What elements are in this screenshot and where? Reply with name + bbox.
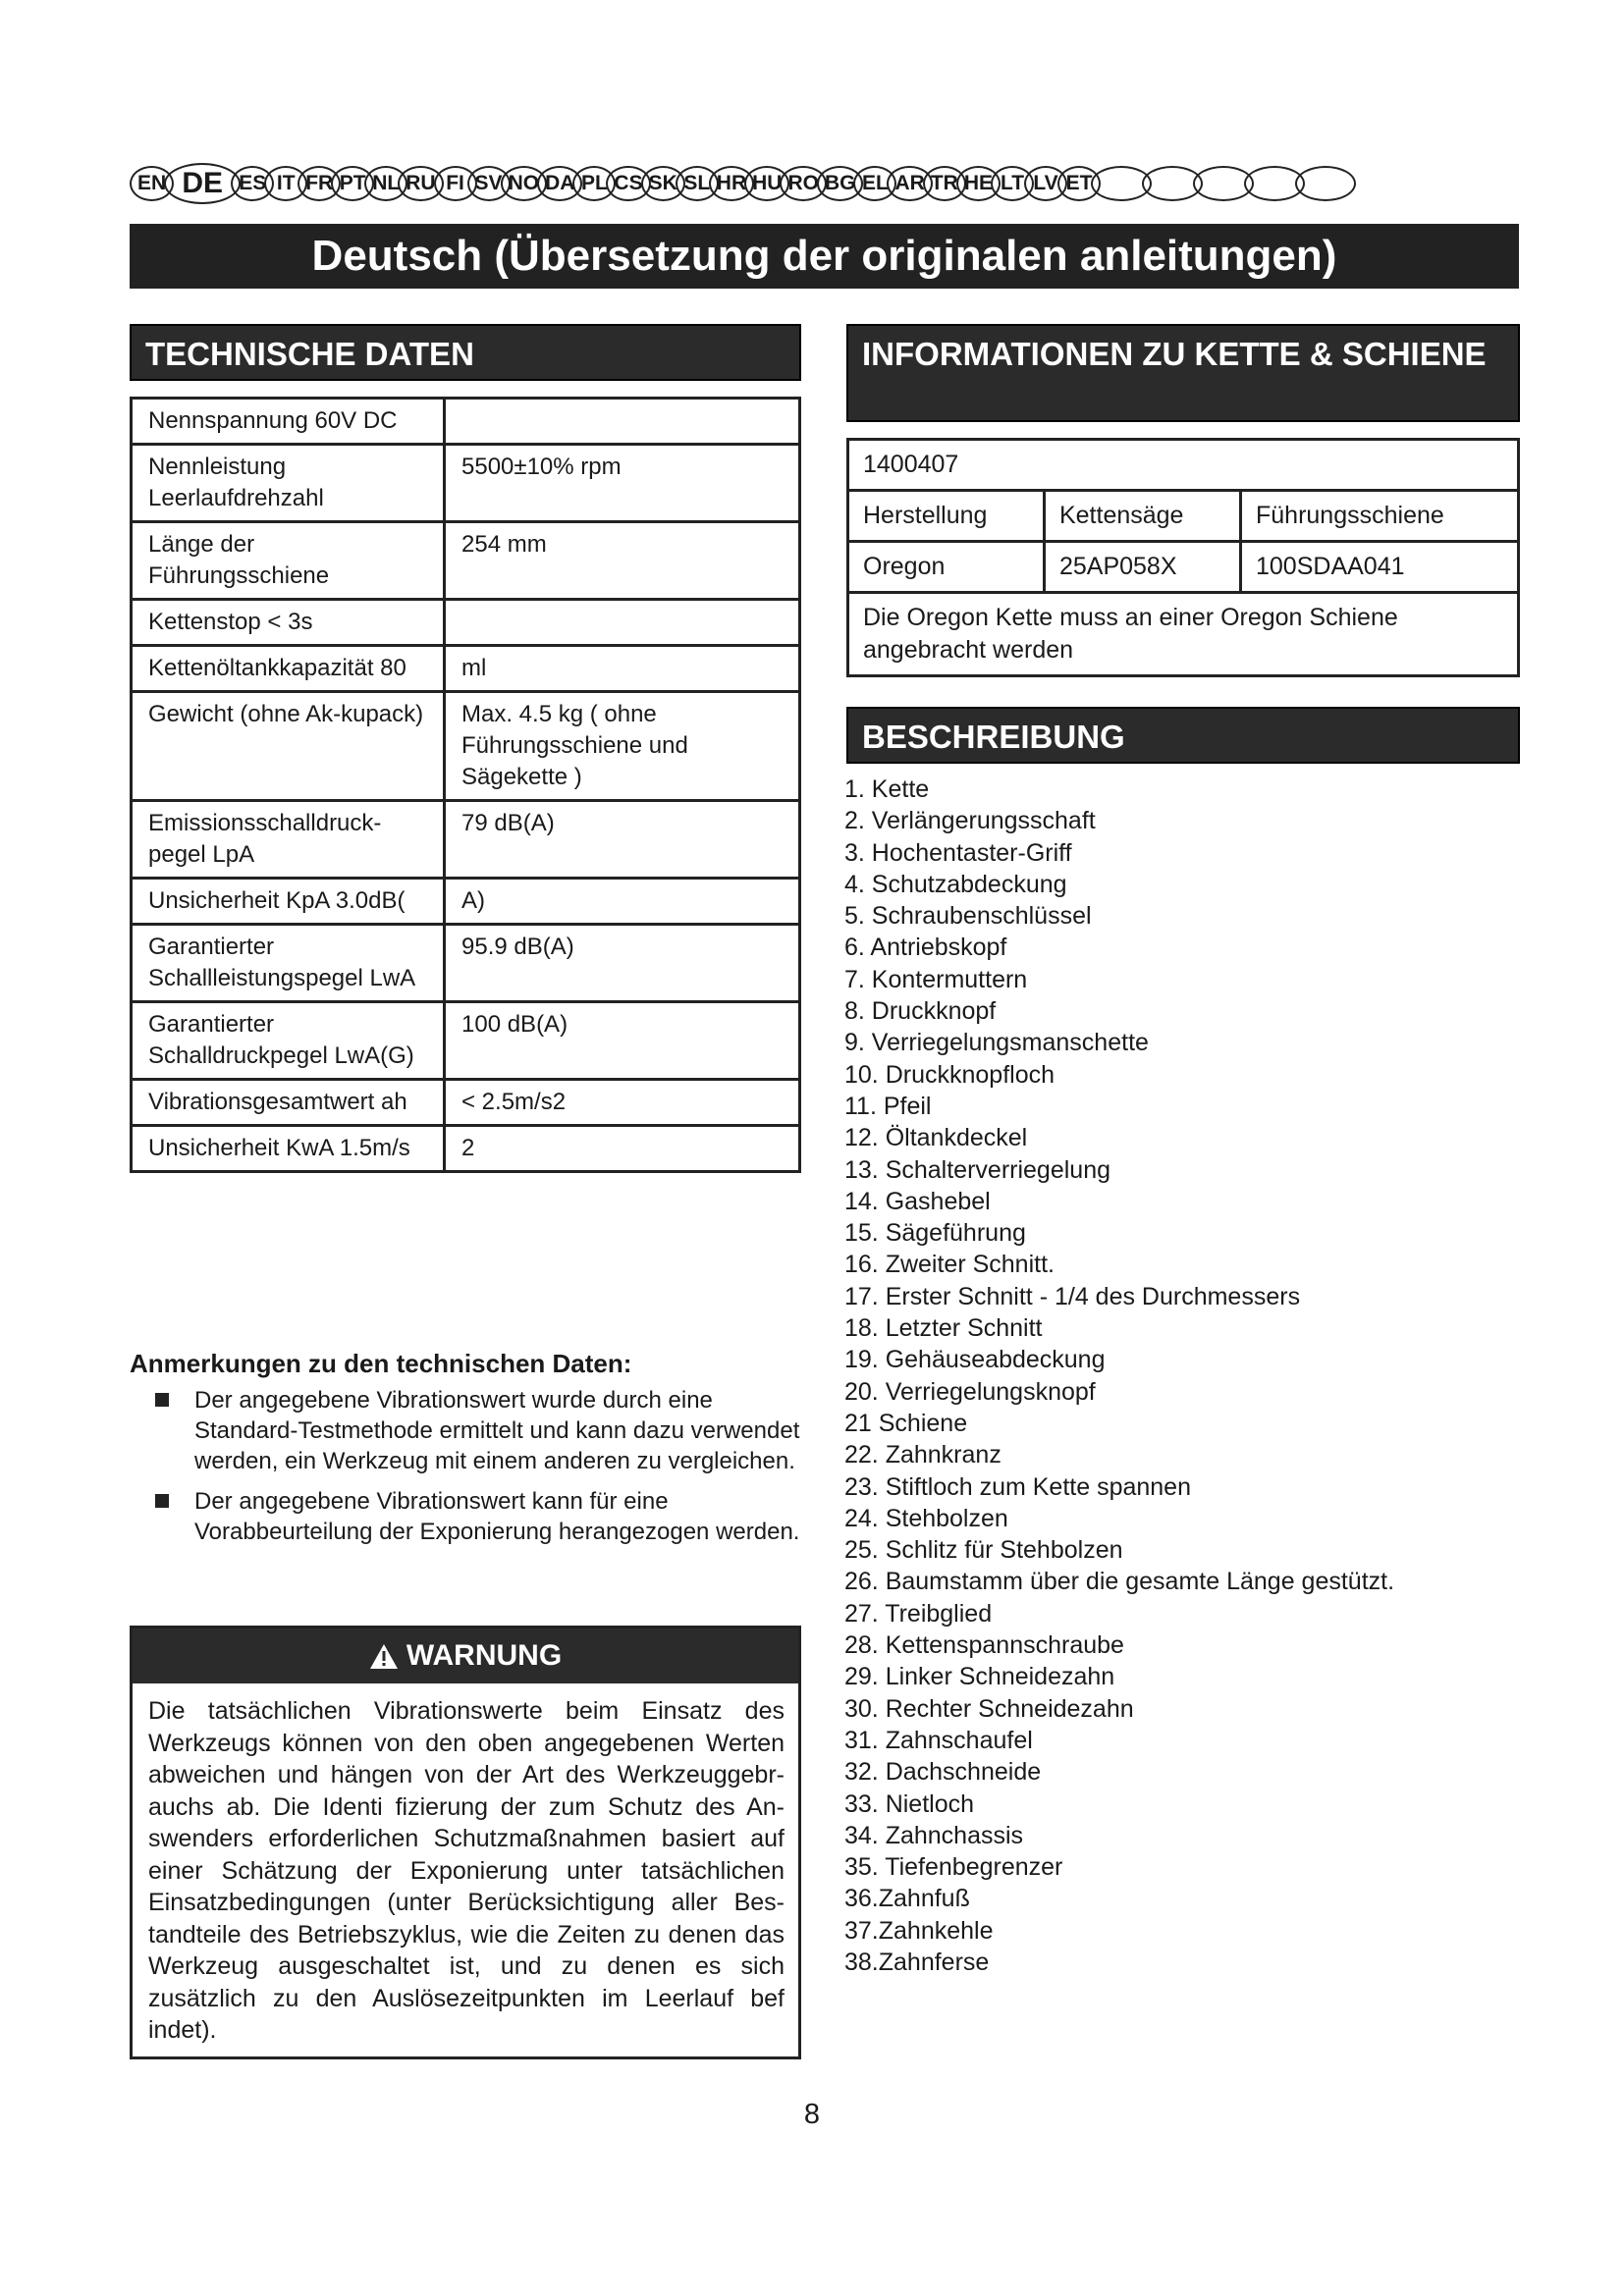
table-row: [848, 440, 1519, 491]
language-tab-sk: SK: [641, 166, 685, 201]
language-tab-hu: HU: [744, 166, 789, 201]
list-item: 19. Gehäuseabdeckung: [844, 1346, 1106, 1374]
table-row: [132, 1126, 800, 1172]
list-item: 17. Erster Schnitt - 1/4 des Durchmessers: [844, 1282, 1301, 1310]
column-header: Führungsschiene: [1241, 491, 1519, 542]
table-row: [848, 593, 1519, 676]
list-item: 33. Nietloch: [844, 1789, 975, 1818]
spec-label: Länge der Führungsschiene: [132, 522, 445, 600]
table-row: [132, 879, 800, 925]
spec-label: Nennleistung Leerlaufdrehzahl: [132, 445, 445, 522]
table-row: [132, 399, 800, 445]
list-item: 13. Schalterverriegelung: [844, 1155, 1110, 1184]
language-tab-fr: FR: [298, 166, 341, 201]
notes-heading: Anmerkungen zu den technischen Daten:: [130, 1349, 632, 1378]
description-list: [844, 774, 1522, 1978]
spec-value: < 2.5m/s2: [445, 1080, 800, 1126]
list-item: 12. Öltankdeckel: [844, 1124, 1028, 1152]
table-cell: 100SDAA041: [1241, 542, 1519, 593]
language-tab-bg: BG: [817, 166, 864, 201]
list-item: 28. Kettenspannschraube: [844, 1631, 1124, 1660]
spec-label: Gewicht (ohne Ak-kupack): [132, 692, 445, 801]
spec-value: 2: [445, 1126, 800, 1172]
warning-triangle-icon: [369, 1643, 399, 1670]
language-tab-pt: PT: [331, 166, 374, 201]
spec-label: Garantierter Schallleistungspegel LwA: [132, 925, 445, 1002]
table-row: [132, 1002, 800, 1080]
list-item: 29. Linker Schneidezahn: [844, 1663, 1115, 1691]
language-tab-de: DE: [164, 163, 241, 204]
spec-label: Nennspannung 60V DC: [132, 399, 445, 445]
warning-heading: WARNUNG: [133, 1629, 798, 1683]
list-item: 20. Verriegelungsknopf: [844, 1377, 1096, 1406]
warning-text: Die tatsächlichen Vibrationswerte beim Einsatz des Werkzeugs können von den oben angegebenen Werten abweichen und hängen von der Art des Werkzeuggebr-auchs ab. Die Identi fizierung der zum Schutz des An-swenders erforderlichen Schutzmaßnahmen basiert auf einer Schätzung der Exponierung unter tatsächlichen Einsatzbedingungen (unter Berücksichtigung aller Bes-tandteile des Betriebszyklus, wie die Zeiten zu denen das Werkzeug ausgeschaltet ist, und zu denen es sich zusätzlich zu den Auslösezeitpunkten im Leerlauf bef indet).: [148, 1697, 785, 2044]
language-tab-he: HE: [956, 166, 1001, 201]
language-tab-lt: LT: [991, 166, 1034, 201]
column-header: Herstellung: [848, 491, 1045, 542]
spec-value: 100 dB(A): [445, 1002, 800, 1080]
part-code: 1400407: [848, 440, 1519, 491]
spec-value: 79 dB(A): [445, 801, 800, 879]
table-row: [848, 491, 1519, 542]
spec-label: Garantierter Schalldruckpegel LwA(G): [132, 1002, 445, 1080]
tech-data-table: [130, 397, 801, 1173]
note-item: Der angegebene Vibrationswert wurde durch eine Standard-Testmethode ermittelt und kann dazu verwendet werden, ein Werkzeug mit einem anderen zu vergleichen.: [130, 1385, 801, 1476]
list-item: 1. Kette: [844, 775, 930, 803]
list-item: 37.Zahnkehle: [844, 1916, 994, 1945]
chain-info-heading: INFORMATIONEN ZU KETTE & SCHIENE: [846, 324, 1520, 422]
list-item: 38.Zahnferse: [844, 1948, 990, 1976]
list-item: 16. Zweiter Schnitt.: [844, 1251, 1055, 1279]
language-tab-fi: FI: [434, 166, 477, 201]
list-item: 4. Schutzabdeckung: [844, 870, 1067, 898]
list-item: 34. Zahnchassis: [844, 1821, 1024, 1849]
spec-label: Vibrationsgesamtwert ah: [132, 1080, 445, 1126]
language-tab-et: ET: [1057, 166, 1101, 201]
tech-data-heading: TECHNISCHE DATEN: [130, 324, 801, 381]
list-item: 32. Dachschneide: [844, 1758, 1042, 1787]
language-tab-empty: [1295, 166, 1356, 201]
description-heading: BESCHREIBUNG: [846, 707, 1520, 764]
page-title: Deutsch (Übersetzung der originalen anleitungen): [130, 224, 1519, 289]
table-row: [132, 600, 800, 646]
table-row: [132, 925, 800, 1002]
table-row: [848, 542, 1519, 593]
language-tab-ar: AR: [887, 166, 932, 201]
list-item: 25. Schlitz für Stehbolzen: [844, 1536, 1123, 1565]
table-cell: Oregon: [848, 542, 1045, 593]
language-tab-lv: LV: [1024, 166, 1067, 201]
list-item: 26. Baumstamm über die gesamte Länge gestützt.: [844, 1568, 1395, 1596]
language-tab-nl: NL: [364, 166, 407, 201]
table-row: [132, 646, 800, 692]
tech-notes: [130, 1349, 801, 1557]
page-number: 8: [803, 2099, 821, 2130]
list-item: 35. Tiefenbegrenzer: [844, 1853, 1063, 1882]
language-tab-it: IT: [264, 166, 307, 201]
list-item: 8. Druckknopf: [844, 997, 997, 1026]
list-item: 2. Verlängerungsschaft: [844, 807, 1096, 835]
language-tab-es: ES: [231, 166, 274, 201]
list-item: 21 Schiene: [844, 1409, 968, 1437]
list-item: 11. Pfeil: [844, 1092, 932, 1120]
chain-info-table: [846, 438, 1520, 677]
language-tab-pl: PL: [572, 166, 616, 201]
language-tab-ro: RO: [780, 166, 827, 201]
spec-value: [445, 399, 800, 445]
language-tab-da: DA: [537, 166, 582, 201]
table-row: [132, 1080, 800, 1126]
spec-value: Max. 4.5 kg ( ohne Führungsschiene und Sägekette ): [445, 692, 800, 801]
language-tab-en: EN: [130, 166, 174, 201]
list-item: 22. Zahnkranz: [844, 1441, 1001, 1469]
list-item: 24. Stehbolzen: [844, 1504, 1008, 1532]
note-item: Der angegebene Vibrationswert kann für eine Vorabbeurteilung der Exponierung herangezogen werden.: [130, 1486, 801, 1547]
spec-value: 95.9 dB(A): [445, 925, 800, 1002]
spec-label: Unsicherheit KpA 3.0dB(: [132, 879, 445, 925]
spec-value: ml: [445, 646, 800, 692]
spec-label: Kettenstop < 3s: [132, 600, 445, 646]
spec-label: Unsicherheit KwA 1.5m/s: [132, 1126, 445, 1172]
language-tab-sl: SL: [676, 166, 719, 201]
list-item: 14. Gashebel: [844, 1187, 991, 1215]
language-tab-tr: TR: [923, 166, 966, 201]
column-header: Kettensäge: [1044, 491, 1240, 542]
language-tab-sv: SV: [467, 166, 511, 201]
chain-note: Die Oregon Kette muss an einer Oregon Schiene angebracht werden: [848, 593, 1519, 676]
spec-value: A): [445, 879, 800, 925]
list-item: 23. Stiftloch zum Kette spannen: [844, 1472, 1191, 1501]
list-item: 7. Kontermuttern: [844, 965, 1028, 993]
list-item: 18. Letzter Schnitt: [844, 1314, 1043, 1343]
list-item: 30. Rechter Schneidezahn: [844, 1694, 1134, 1723]
language-tab-ru: RU: [398, 166, 443, 201]
list-item: 5. Schraubenschlüssel: [844, 902, 1092, 931]
language-tab-hr: HR: [709, 166, 754, 201]
spec-value: [445, 600, 800, 646]
list-item: 6. Antriebskopf: [844, 934, 1007, 962]
list-item: 15. Sägeführung: [844, 1219, 1026, 1248]
list-item: 36.Zahnfuß: [844, 1885, 970, 1913]
table-cell: 25AP058X: [1044, 542, 1240, 593]
table-row: [132, 445, 800, 522]
language-tab-no: NO: [501, 166, 548, 201]
warning-box: [130, 1626, 801, 2059]
spec-label: Kettenöltankkapazität 80: [132, 646, 445, 692]
list-item: 3. Hochentaster-Griff: [844, 838, 1072, 867]
spec-value: 254 mm: [445, 522, 800, 600]
list-item: 27. Treibglied: [844, 1599, 993, 1628]
list-item: 9. Verriegelungsmanschette: [844, 1029, 1149, 1057]
spec-value: 5500±10% rpm: [445, 445, 800, 522]
language-tabs: [130, 163, 1356, 204]
table-row: [132, 692, 800, 801]
bullet-square-icon: [155, 1494, 169, 1508]
table-row: [132, 801, 800, 879]
table-row: [132, 522, 800, 600]
list-item: 31. Zahnschaufel: [844, 1726, 1033, 1754]
spec-label: Emissionsschalldruck-pegel LpA: [132, 801, 445, 879]
bullet-square-icon: [155, 1393, 169, 1407]
language-tab-el: EL: [853, 166, 896, 201]
list-item: 10. Druckknopfloch: [844, 1060, 1056, 1089]
language-tab-cs: CS: [606, 166, 650, 201]
